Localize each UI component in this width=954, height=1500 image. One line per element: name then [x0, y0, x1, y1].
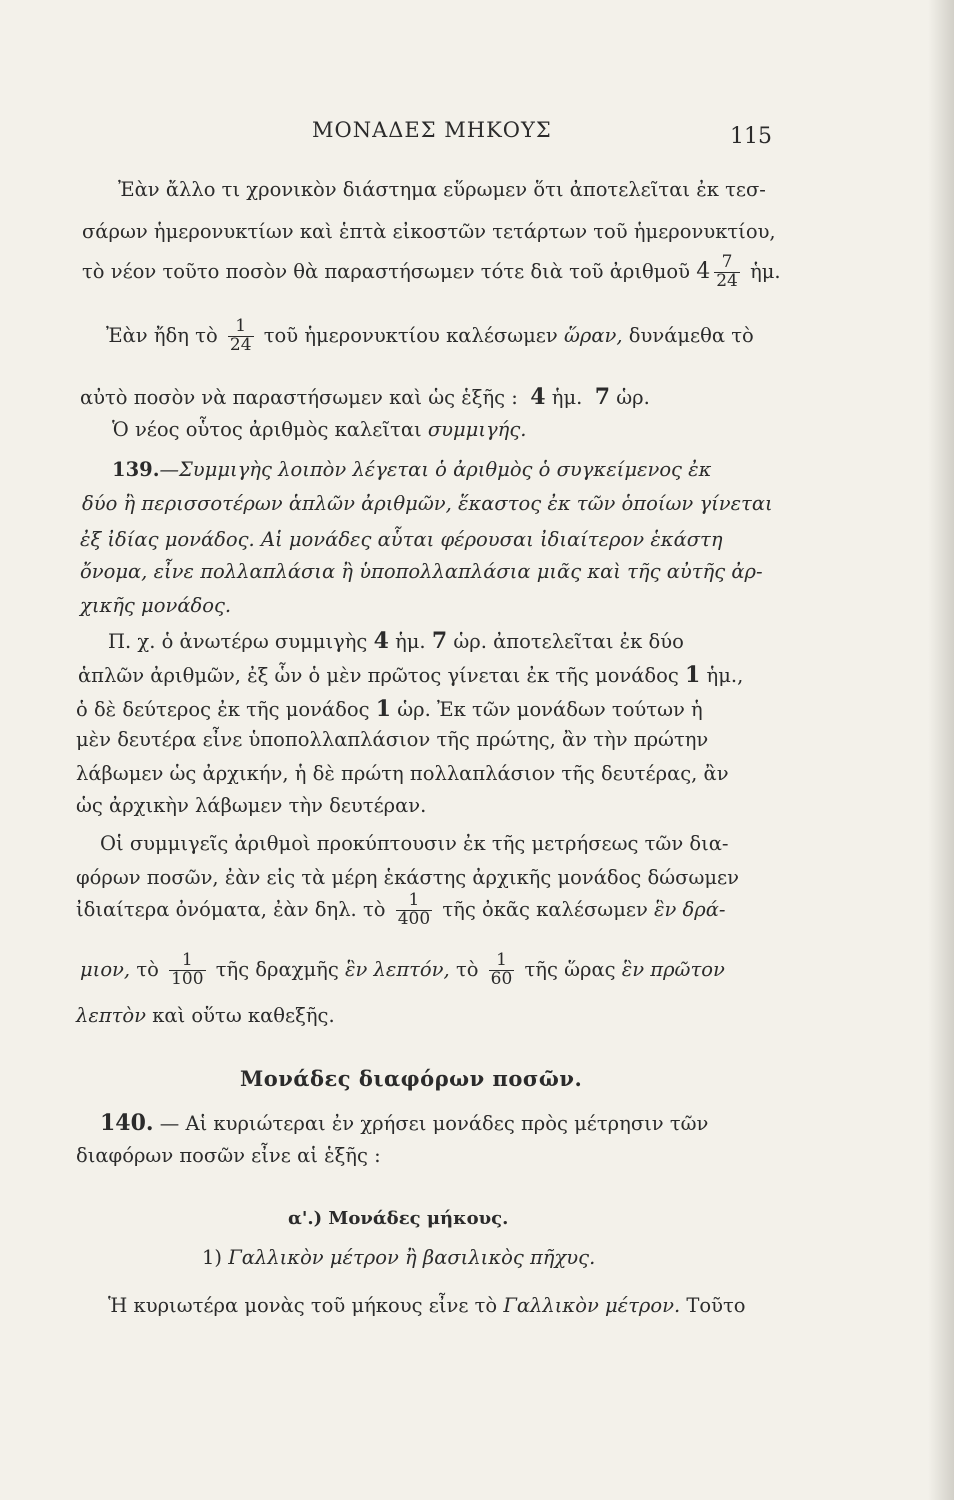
- text-line: [80, 562, 763, 582]
- subsection-heading: α'.) Μονάδες μήκους.: [288, 1208, 509, 1229]
- text-line: [76, 1146, 381, 1166]
- text-span: ἓν δρά-: [654, 897, 726, 921]
- text-line: [76, 1006, 335, 1026]
- fraction: [714, 254, 740, 291]
- page-header: [0, 118, 954, 158]
- text-span: αὐτὸ ποσὸν νὰ παραστήσωμεν καὶ ὡς ἑξῆς :: [80, 386, 518, 409]
- fraction-denominator: 60: [490, 968, 513, 989]
- fraction: [169, 952, 205, 989]
- fraction-numerator: 1: [181, 950, 193, 970]
- text-line: [82, 222, 776, 242]
- text-span: ἓν λεπτόν,: [344, 957, 450, 981]
- text-line: [76, 764, 729, 784]
- running-title: ΜΟΝΑΔΕΣ ΜΗΚΟΥΣ: [312, 118, 552, 142]
- text-span: μὲν δευτέρα εἶνε ὑποπολλαπλάσιον τῆς πρώτης, ἂν τὴν πρώτην: [76, 728, 709, 751]
- text-line: [100, 834, 729, 854]
- page-number: 115: [730, 124, 772, 149]
- fraction: [489, 952, 515, 989]
- text-span: ὥραν,: [563, 323, 623, 347]
- text-line: [202, 1248, 595, 1268]
- text-span: 4: [530, 384, 546, 410]
- fraction-denominator: 24: [716, 270, 738, 291]
- text-line: [106, 318, 754, 355]
- fraction-numerator: 1: [496, 950, 507, 970]
- text-span: μιον,: [80, 957, 131, 981]
- text-span: Π. χ. ὁ ἀνωτέρω συμμιγὴς: [108, 630, 368, 653]
- fraction-numerator: 1: [408, 890, 420, 910]
- text-line: [112, 420, 526, 440]
- text-span: σάρων ἡμερονυκτίων καὶ ἑπτὰ εἰκοστῶν τετάρτων τοῦ ἡμερονυκτίου,: [82, 220, 776, 243]
- text-line: [108, 630, 684, 652]
- section-number: 140.: [100, 1110, 154, 1136]
- text-span: ἡμ.: [551, 386, 583, 409]
- text-span: 1: [375, 696, 392, 722]
- text-span: τῆς ὀκᾶς καλέσωμεν: [442, 897, 648, 921]
- text-line: [108, 1296, 746, 1316]
- text-line: [76, 796, 426, 816]
- text-span: λεπτὸν: [76, 1004, 147, 1027]
- text-span: διαφόρων ποσῶν εἶνε αἱ ἑξῆς :: [76, 1144, 381, 1167]
- text-span: συμμιγής.: [427, 418, 527, 441]
- fraction-denominator: 100: [171, 968, 204, 989]
- fraction: [396, 892, 432, 929]
- text-span: καὶ οὕτω καθεξῆς.: [152, 1004, 335, 1027]
- text-span: ὡρ.: [453, 630, 487, 653]
- text-span: τῆς ὥρας: [524, 957, 616, 981]
- text-span: τὸ: [136, 957, 159, 981]
- text-line: [76, 892, 726, 929]
- text-span: ἡμ.: [395, 630, 426, 653]
- text-span: δύο ἢ περισσοτέρων ἁπλῶν ἀριθμῶν, ἕκαστος ἐκ τῶν ὁποίων γίνεται: [82, 492, 773, 515]
- text-line: [76, 730, 708, 750]
- text-span: 1): [202, 1246, 223, 1269]
- text-span: ὡρ.: [616, 386, 650, 409]
- text-line: [80, 386, 650, 408]
- text-span: 4: [373, 628, 389, 654]
- text-span: τὸ νέον τοῦτο ποσὸν θὰ παραστήσωμεν τότε διὰ τοῦ ἀριθμοῦ: [82, 259, 691, 283]
- fraction: [228, 318, 254, 355]
- text-line: [82, 494, 773, 514]
- text-line: [80, 952, 725, 989]
- fraction-denominator: 400: [397, 908, 431, 929]
- text-line: [76, 868, 739, 888]
- fraction-numerator: 1: [235, 316, 247, 336]
- text-span: τοῦ ἡμερονυκτίου καλέσωμεν: [263, 323, 558, 347]
- text-span: φόρων ποσῶν, ἐὰν εἰς τὰ μέρη ἑκάστης ἀρχικῆς μονάδος δώσωμεν: [76, 866, 739, 889]
- section-number: 139.: [112, 458, 160, 481]
- text-span: ἰδιαίτερα ὀνόματα, ἐὰν δηλ. τὸ: [76, 897, 386, 921]
- text-span: ἀποτελεῖται ἐκ δύο: [493, 630, 684, 653]
- text-span: ἁπλῶν ἀριθμῶν, ἐξ ὧν ὁ μὲν πρῶτος γίνεται ἐκ τῆς μονάδος: [78, 664, 679, 687]
- text-span: ἡμ.,: [706, 664, 744, 687]
- text-line: [80, 596, 231, 616]
- section-heading: Μονάδες διαφόρων ποσῶν.: [240, 1066, 583, 1091]
- text-span: χικῆς μονάδος.: [80, 594, 232, 617]
- text-span: Ἐὰν ἄλλο τι χρονικὸν διάστημα εὕρωμεν ὅτι ἀποτελεῖται ἐκ τεσ-: [118, 178, 766, 201]
- text-span: Ἐὰν ἤδη τὸ: [106, 323, 218, 347]
- text-line: [78, 664, 743, 686]
- text-span: ἡμ.: [750, 259, 781, 283]
- text-span: ἓν πρῶτον: [621, 957, 725, 981]
- text-span: —Συμμιγὴς λοιπὸν λέγεται ὁ ἀριθμὸς ὁ συγκείμενος ἐκ: [159, 458, 712, 481]
- text-line: [118, 180, 766, 200]
- text-line: [100, 1112, 708, 1134]
- text-line: [112, 460, 711, 480]
- text-span: ἐξ ἰδίας μονάδος. Αἱ μονάδες αὗται φέρουσαι ἰδιαίτερον ἑκάστη: [80, 528, 723, 551]
- text-line: [82, 254, 781, 291]
- text-span: ὡρ. Ἐκ τῶν μονάδων τούτων ἡ: [397, 698, 703, 721]
- text-span: ὄνομα, εἶνε πολλαπλάσια ἢ ὑποπολλαπλάσια μιᾶς καὶ τῆς αὐτῆς ἀρ-: [80, 560, 763, 583]
- text-span: 7: [431, 628, 448, 654]
- text-span: Γαλλικὸν μέτρον ἢ βασιλικὸς πῆχυς.: [228, 1246, 596, 1269]
- text-span: Ὁ νέος οὗτος ἀριθμὸς καλεῖται: [112, 418, 422, 441]
- text-span: Γαλλικὸν μέτρον.: [503, 1294, 681, 1317]
- fraction-denominator: 24: [229, 334, 252, 355]
- text-span: ὡς ἀρχικὴν λάβωμεν τὴν δευτέραν.: [76, 794, 427, 817]
- text-span: 1: [685, 662, 701, 688]
- text-span: λάβωμεν ὡς ἀρχικήν, ἡ δὲ πρώτη πολλαπλάσιον τῆς δευτέρας, ἂν: [76, 762, 729, 785]
- fraction-numerator: 7: [721, 252, 733, 272]
- text-span: Οἱ συμμιγεῖς ἀριθμοὶ προκύπτουσιν ἐκ τῆς μετρήσεως τῶν δια-: [100, 832, 729, 855]
- mixed-number-whole: 4: [696, 258, 711, 284]
- text-span: 7: [594, 384, 611, 410]
- text-span: τὸ: [455, 957, 479, 981]
- text-span: ὁ δὲ δεύτερος ἐκ τῆς μονάδος: [76, 698, 370, 721]
- text-span: δυνάμεθα τὸ: [628, 323, 754, 347]
- text-line: [76, 698, 703, 720]
- text-span: Ἡ κυριωτέρα μονὰς τοῦ μήκους εἶνε τὸ: [108, 1294, 498, 1317]
- text-span: Τοῦτο: [686, 1294, 746, 1317]
- text-span: τῆς δραχμῆς: [215, 957, 339, 981]
- text-span: — Αἱ κυριώτεραι ἐν χρήσει μονάδες πρὸς μέτρησιν τῶν: [159, 1112, 709, 1135]
- text-line: [80, 530, 723, 550]
